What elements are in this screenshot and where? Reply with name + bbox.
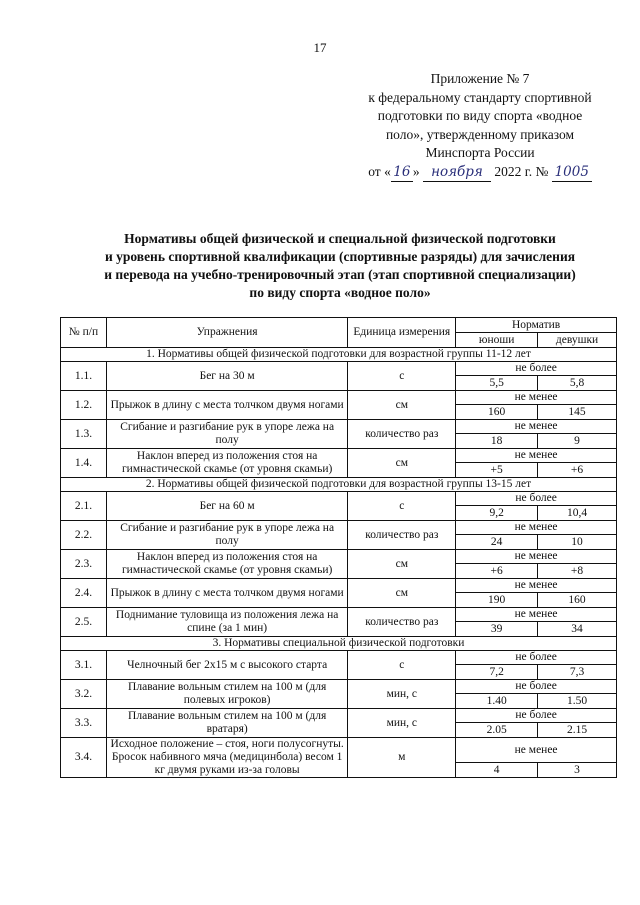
row-girls-value: 7,3	[538, 665, 617, 680]
row-girls-value: 5,8	[538, 376, 617, 391]
row-unit: количество раз	[348, 420, 456, 449]
row-number: 2.3.	[61, 550, 107, 579]
table-row	[61, 550, 617, 564]
row-girls-value: 9	[538, 434, 617, 449]
row-girls-value: 1.50	[538, 694, 617, 709]
section-row	[61, 637, 617, 651]
row-condition: не менее	[456, 449, 617, 463]
section-title: 2. Нормативы общей физической подготовки для возрастной группы 13-15 лет	[61, 478, 617, 492]
row-unit: с	[348, 362, 456, 391]
row-unit: см	[348, 391, 456, 420]
row-girls-value: 3	[538, 763, 617, 778]
row-boys-value: 5,5	[456, 376, 538, 391]
row-number: 1.1.	[61, 362, 107, 391]
row-exercise: Наклон вперед из положения стоя на гимнастической скамье (от уровня скамьи)	[106, 550, 347, 579]
row-girls-value: 2.15	[538, 723, 617, 738]
table-row	[61, 738, 617, 763]
row-girls-value: +6	[538, 463, 617, 478]
row-unit: мин, с	[348, 709, 456, 738]
row-condition: не менее	[456, 521, 617, 535]
row-number: 1.3.	[61, 420, 107, 449]
row-condition: не более	[456, 709, 617, 723]
row-exercise: Бег на 60 м	[106, 492, 347, 521]
row-exercise: Бег на 30 м	[106, 362, 347, 391]
row-unit: с	[348, 492, 456, 521]
row-unit: см	[348, 449, 456, 478]
header-girls: девушки	[538, 333, 617, 348]
row-unit: мин, с	[348, 680, 456, 709]
date-month: ноября	[423, 163, 491, 183]
document-title	[60, 230, 620, 302]
section-row	[61, 478, 617, 492]
table-row	[61, 651, 617, 665]
title-line-4: по виду спорта «водное поло»	[249, 285, 431, 300]
row-number: 3.2.	[61, 680, 107, 709]
header-unit: Единица измерения	[348, 318, 456, 348]
row-number: 2.5.	[61, 608, 107, 637]
table-body	[61, 348, 617, 778]
appendix-line-1: Приложение № 7	[430, 71, 530, 86]
date-day: 16	[391, 163, 413, 183]
row-boys-value: 24	[456, 535, 538, 550]
row-boys-value: 190	[456, 593, 538, 608]
row-number: 3.1.	[61, 651, 107, 680]
row-girls-value: 160	[538, 593, 617, 608]
row-condition: не менее	[456, 550, 617, 564]
row-number: 2.1.	[61, 492, 107, 521]
table-row	[61, 420, 617, 434]
section-title: 3. Нормативы специальной физической подготовки	[61, 637, 617, 651]
row-exercise: Прыжок в длину с места толчком двумя ногами	[106, 391, 347, 420]
row-condition: не менее	[456, 608, 617, 622]
table-row	[61, 709, 617, 723]
appendix-date-line	[330, 163, 630, 183]
row-exercise: Прыжок в длину с места толчком двумя ногами	[106, 579, 347, 608]
row-number: 2.4.	[61, 579, 107, 608]
table-row	[61, 391, 617, 405]
row-boys-value: 7,2	[456, 665, 538, 680]
row-unit: см	[348, 579, 456, 608]
section-title: 1. Нормативы общей физической подготовки для возрастной группы 11-12 лет	[61, 348, 617, 362]
row-exercise: Сгибание и разгибание рук в упоре лежа на полу	[106, 521, 347, 550]
table-row	[61, 579, 617, 593]
appendix-block	[330, 70, 630, 182]
row-unit: см	[348, 550, 456, 579]
row-boys-value: 9,2	[456, 506, 538, 521]
appendix-line-2: к федеральному стандарту спортивной	[368, 89, 592, 105]
page-number: 17	[313, 40, 327, 55]
row-boys-value: 2.05	[456, 723, 538, 738]
table-row	[61, 492, 617, 506]
table-row	[61, 680, 617, 694]
row-boys-value: 18	[456, 434, 538, 449]
date-year: 2022 г. №	[494, 163, 549, 179]
row-number: 2.2.	[61, 521, 107, 550]
header-norm: Норматив	[456, 318, 617, 333]
row-exercise: Исходное положение – стоя, ноги полусогнуты. Бросок набивного мяча (медицинбола) весом 1 кг двумя руками из-за головы	[106, 738, 347, 778]
row-number: 1.2.	[61, 391, 107, 420]
row-girls-value: 34	[538, 622, 617, 637]
row-condition: не более	[456, 362, 617, 376]
row-boys-value: +6	[456, 564, 538, 579]
row-boys-value: 1.40	[456, 694, 538, 709]
row-number: 3.3.	[61, 709, 107, 738]
table-row	[61, 608, 617, 622]
row-condition: не менее	[456, 579, 617, 593]
table-row	[61, 362, 617, 376]
row-boys-value: 39	[456, 622, 538, 637]
row-condition: не менее	[456, 738, 617, 763]
row-exercise: Плавание вольным стилем на 100 м (для вратаря)	[106, 709, 347, 738]
row-condition: не менее	[456, 420, 617, 434]
table-row	[61, 449, 617, 463]
row-condition: не более	[456, 492, 617, 506]
row-girls-value: 145	[538, 405, 617, 420]
row-boys-value: 160	[456, 405, 538, 420]
row-number: 1.4.	[61, 449, 107, 478]
title-line-1: Нормативы общей физической и специальной физической подготовки	[124, 231, 556, 246]
table-row	[61, 521, 617, 535]
row-boys-value: 4	[456, 763, 538, 778]
appendix-line-4: поло», утвержденному приказом	[385, 126, 575, 142]
date-prefix: от «	[368, 163, 391, 179]
order-number: 1005	[552, 163, 592, 183]
header-number: № п/п	[61, 318, 107, 348]
row-unit: м	[348, 738, 456, 778]
row-boys-value: +5	[456, 463, 538, 478]
header-exercise: Упражнения	[106, 318, 347, 348]
row-number: 3.4.	[61, 738, 107, 778]
title-line-3: и перевода на учебно-тренировочный этап (этап спортивной специализации)	[104, 267, 576, 282]
appendix-line-3: подготовки по виду спорта «водное	[377, 108, 583, 123]
title-line-2: и уровень спортивной квалификации (спортивные разряды) для зачисления	[104, 249, 576, 264]
header-boys: юноши	[456, 333, 538, 348]
row-exercise: Сгибание и разгибание рук в упоре лежа на полу	[106, 420, 347, 449]
row-unit: с	[348, 651, 456, 680]
norms-table	[60, 317, 617, 778]
row-girls-value: 10	[538, 535, 617, 550]
row-condition: не более	[456, 651, 617, 665]
row-exercise: Поднимание туловища из положения лежа на спине (за 1 мин)	[106, 608, 347, 637]
row-exercise: Челночный бег 2x15 м с высокого старта	[106, 651, 347, 680]
appendix-line-5: Минспорта России	[425, 145, 535, 160]
row-unit: количество раз	[348, 521, 456, 550]
row-exercise: Плавание вольным стилем на 100 м (для полевых игроков)	[106, 680, 347, 709]
row-unit: количество раз	[348, 608, 456, 637]
row-condition: не менее	[456, 391, 617, 405]
section-row	[61, 348, 617, 362]
row-exercise: Наклон вперед из положения стоя на гимнастической скамье (от уровня скамьи)	[106, 449, 347, 478]
date-mid: »	[412, 163, 420, 179]
row-girls-value: 10,4	[538, 506, 617, 521]
row-girls-value: +8	[538, 564, 617, 579]
row-condition: не более	[456, 680, 617, 694]
